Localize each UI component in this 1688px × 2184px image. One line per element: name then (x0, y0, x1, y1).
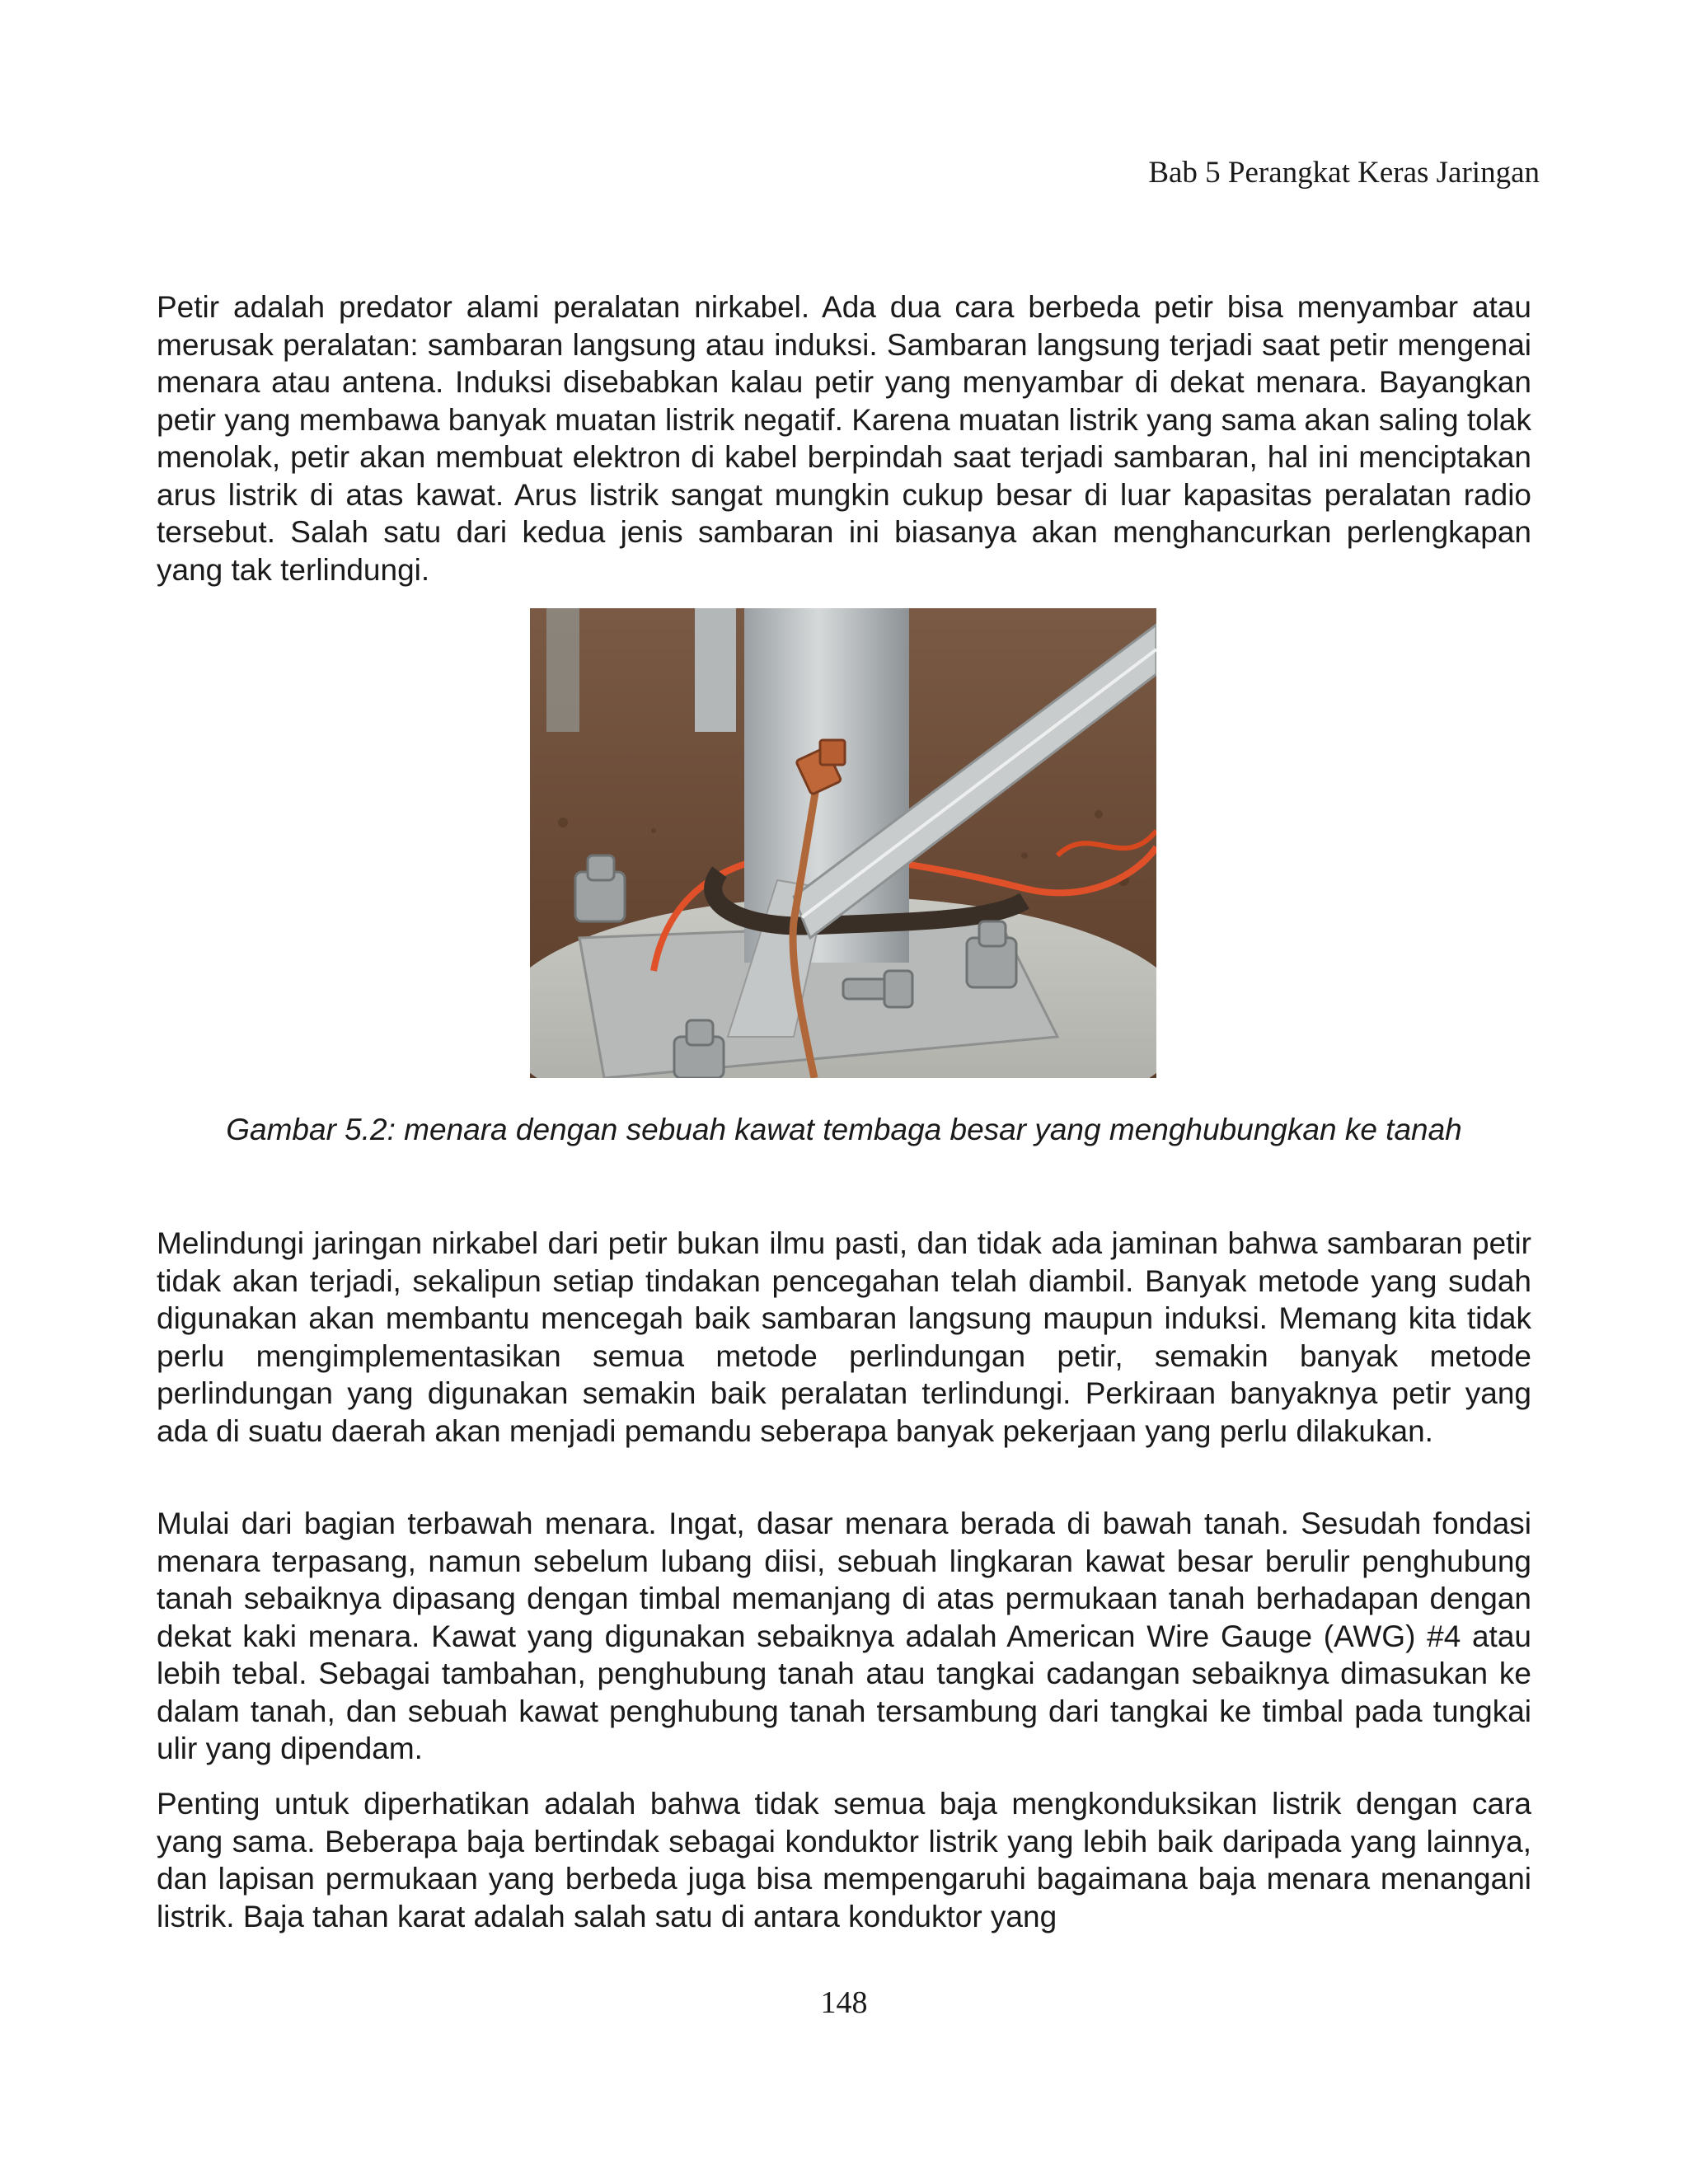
tower-grounding-photo (530, 608, 1156, 1078)
figure-caption: Gambar 5.2: menara dengan sebuah kawat tembaga besar yang menghubungkan ke tanah (226, 1113, 1462, 1146)
paragraph-steel-conductivity: Penting untuk diperhatikan adalah bahwa tidak semua baja mengkonduksikan listrik dengan cara yang sama. Beberapa baja bertindak sebagai konduktor listrik yang lebih baik daripada yang lainnya, dan lapisan permukaan yang berbeda juga bisa mempengaruhi bagaimana baja menara menangani listrik. Baja tahan karat adalah salah satu di antara konduktor yang (157, 1787, 1531, 1933)
paragraph-tower-base-grounding: Mulai dari bagian terbawah menara. Ingat, dasar menara berada di bawah tanah. Sesudah fondasi menara terpasang, namun sebelum lubang diisi, sebuah lingkaran kawat besar berulir penghubung tanah sebaiknya dipasang dengan timbal memanjang di atas permukaan tanah berhadapan dengan dekat kaki menara. Kawat yang digunakan sebaiknya adalah American Wire Gauge (AWG) #4 atau lebih tebal. Sebagai tambahan, penghubung tanah atau tangkai cadangan sebaiknya dimasukan ke dalam tanah, dan sebuah kawat penghubung tanah tersambung dari tangkai ke timbal pada tungkai ulir yang dipendam. (157, 1507, 1531, 1765)
running-header: Bab 5 Perangkat Keras Jaringan (1148, 156, 1540, 190)
paragraph-protection-methods: Melindungi jaringan nirkabel dari petir bukan ilmu pasti, dan tidak ada jaminan bahwa sambaran petir tidak akan terjadi, sekalipun setiap tindakan pencegahan telah diambil. Banyak metode yang sudah digunakan akan membantu mencegah baik sambaran langsung maupun induksi. Memang kita tidak perlu mengimplementasikan semua metode perlindungan petir, semakin banyak metode perlindungan yang digunakan semakin baik peralatan terlindungi. Perkiraan banyaknya petir yang ada di suatu daerah akan menjadi pemandu seberapa banyak pekerjaan yang perlu dilakukan. (157, 1226, 1531, 1448)
paragraph-lightning-intro: Petir adalah predator alami peralatan nirkabel. Ada dua cara berbeda petir bisa menyambar atau merusak peralatan: sambaran langsung atau induksi. Sambaran langsung terjadi saat petir mengenai menara atau antena. Induksi disebabkan kalau petir yang menyambar di dekat menara. Bayangkan petir yang membawa banyak muatan listrik negatif. Karena muatan listrik yang sama akan saling tolak menolak, petir akan membuat elektron di kabel berpindah saat terjadi sambaran, hal ini menciptakan arus listrik di atas kawat. Arus listrik sangat mungkin cukup besar di luar kapasitas peralatan radio tersebut. Salah satu dari kedua jenis sambaran ini biasanya akan menghancurkan perlengkapan yang tak terlindungi. (157, 290, 1531, 587)
tower-base-illustration (530, 608, 1156, 1078)
page-number: 148 (820, 1985, 868, 2020)
